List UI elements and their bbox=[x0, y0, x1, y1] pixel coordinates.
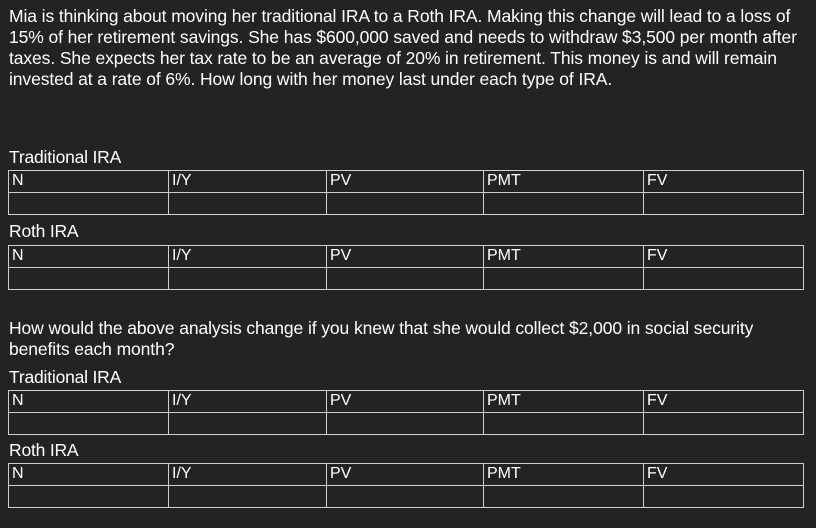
tvm-table-traditional-2 bbox=[8, 390, 804, 435]
header-n: N bbox=[9, 464, 169, 486]
header-n: N bbox=[9, 246, 169, 268]
value-pv[interactable] bbox=[327, 486, 484, 508]
header-iy: I/Y bbox=[169, 391, 327, 413]
tvm-header-row bbox=[9, 464, 804, 486]
header-fv: FV bbox=[644, 171, 804, 193]
tvm-header-row bbox=[9, 246, 804, 268]
traditional-ira-label-1: Traditional IRA bbox=[9, 147, 122, 167]
value-pmt[interactable] bbox=[484, 486, 644, 508]
tvm-table-roth-2 bbox=[8, 463, 804, 508]
value-pmt[interactable] bbox=[484, 413, 644, 435]
value-n[interactable] bbox=[9, 486, 169, 508]
value-pv[interactable] bbox=[327, 268, 484, 290]
value-fv[interactable] bbox=[644, 193, 804, 215]
header-pmt: PMT bbox=[484, 391, 644, 413]
header-pv: PV bbox=[327, 171, 484, 193]
tvm-value-row bbox=[9, 486, 804, 508]
value-fv[interactable] bbox=[644, 268, 804, 290]
tvm-header-row bbox=[9, 391, 804, 413]
roth-ira-label-2: Roth IRA bbox=[9, 440, 79, 460]
value-n[interactable] bbox=[9, 268, 169, 290]
header-iy: I/Y bbox=[169, 246, 327, 268]
value-fv[interactable] bbox=[644, 413, 804, 435]
header-pmt: PMT bbox=[484, 246, 644, 268]
header-pmt: PMT bbox=[484, 464, 644, 486]
value-pmt[interactable] bbox=[484, 268, 644, 290]
value-iy[interactable] bbox=[169, 268, 327, 290]
value-fv[interactable] bbox=[644, 486, 804, 508]
tvm-value-row bbox=[9, 413, 804, 435]
header-fv: FV bbox=[644, 464, 804, 486]
tvm-header-row bbox=[9, 171, 804, 193]
value-iy[interactable] bbox=[169, 413, 327, 435]
value-pmt[interactable] bbox=[484, 193, 644, 215]
tvm-value-row bbox=[9, 268, 804, 290]
value-n[interactable] bbox=[9, 413, 169, 435]
value-iy[interactable] bbox=[169, 486, 327, 508]
traditional-ira-label-2: Traditional IRA bbox=[9, 367, 122, 387]
value-iy[interactable] bbox=[169, 193, 327, 215]
question-2: How would the above analysis change if you knew that she would collect $2,000 in social security benefits each month? bbox=[9, 318, 754, 359]
tvm-table-roth-1 bbox=[8, 245, 804, 290]
tvm-table-traditional-1 bbox=[8, 170, 804, 215]
header-iy: I/Y bbox=[169, 464, 327, 486]
header-pv: PV bbox=[327, 246, 484, 268]
value-n[interactable] bbox=[9, 193, 169, 215]
header-pv: PV bbox=[327, 391, 484, 413]
header-n: N bbox=[9, 391, 169, 413]
value-pv[interactable] bbox=[327, 193, 484, 215]
header-n: N bbox=[9, 171, 169, 193]
roth-ira-label-1: Roth IRA bbox=[9, 221, 79, 241]
header-iy: I/Y bbox=[169, 171, 327, 193]
tvm-value-row bbox=[9, 193, 804, 215]
header-pv: PV bbox=[327, 464, 484, 486]
value-pv[interactable] bbox=[327, 413, 484, 435]
header-pmt: PMT bbox=[484, 171, 644, 193]
header-fv: FV bbox=[644, 391, 804, 413]
header-fv: FV bbox=[644, 246, 804, 268]
question-1: Mia is thinking about moving her traditional IRA to a Roth IRA. Making this change will lead to a loss of 15% of her retirement savings. She has $600,000 saved and needs to withdraw $3,500 per month after taxes. She expects her tax rate to be an average of 20% in retirement. This money is and will remain invested at a rate of 6%. How long with her money last under each type of IRA. bbox=[9, 6, 797, 89]
